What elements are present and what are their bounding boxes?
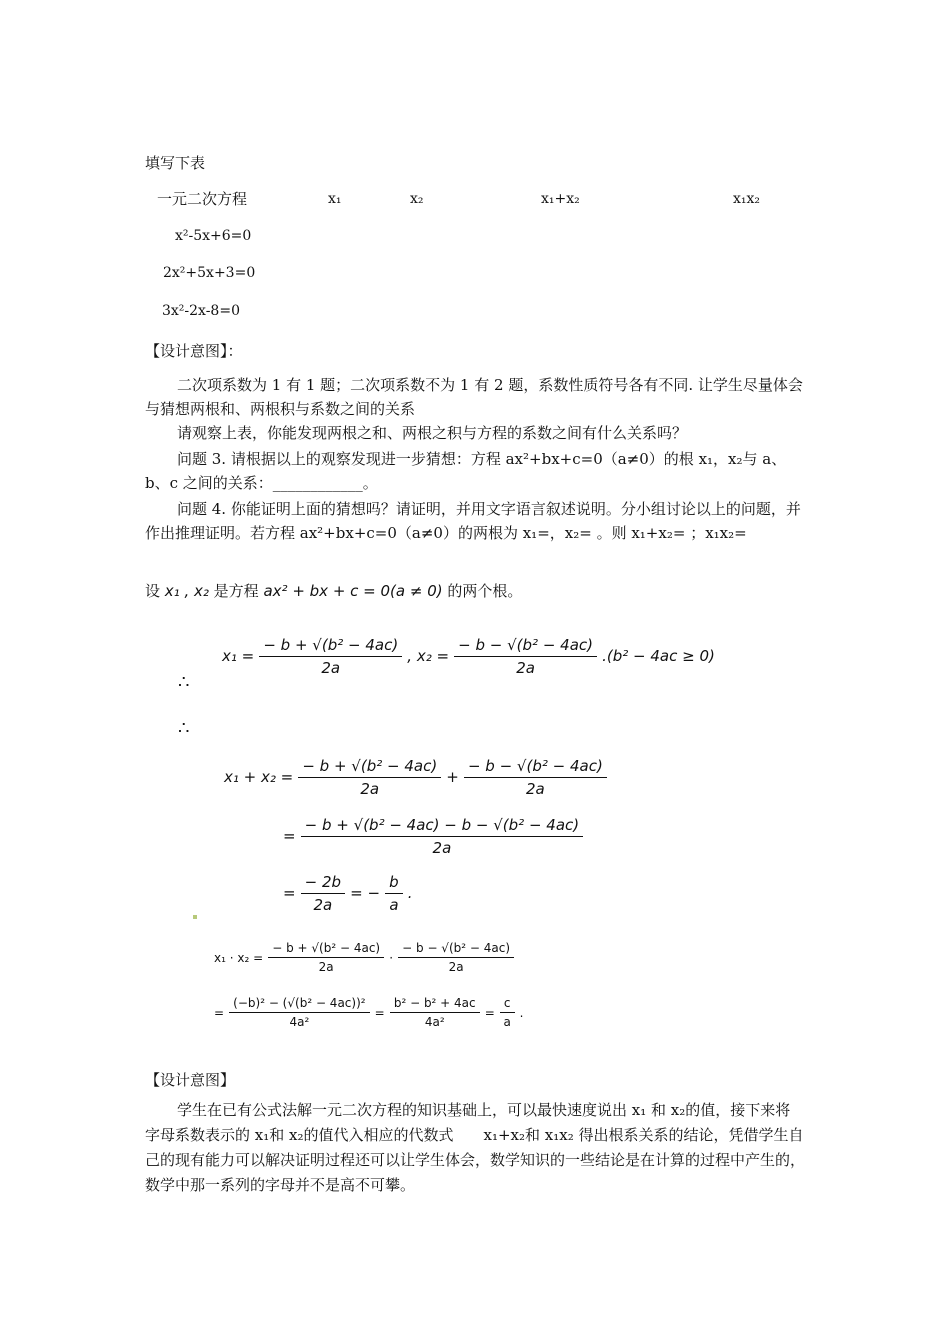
sum-fraction-5 bbox=[385, 873, 403, 914]
paragraph-1: 二次项系数为 1 有 1 题；二次项系数不为 1 有 2 题，系数性质符号各有不同. 让学生尽量体会与猜想两根和、两根积与系数之间的关系 bbox=[145, 376, 803, 418]
sum-den-2: 2a bbox=[526, 780, 545, 798]
let-prefix: 设 bbox=[145, 582, 161, 600]
design-intent-label: 【设计意图】： bbox=[145, 342, 243, 360]
product-num-2: − b − √(b² − 4ac) bbox=[398, 941, 514, 958]
paragraph-2: 请观察上表，你能发现两根之和、两根之积与方程的系数之间有什么关系吗？ bbox=[177, 424, 688, 442]
instruction-heading: 填写下表 bbox=[145, 154, 206, 172]
product-den-1: 2a bbox=[318, 960, 334, 974]
table-header-equation: 一元二次方程 bbox=[157, 190, 248, 208]
x1-fraction bbox=[259, 636, 402, 677]
sum-num-4: − 2b bbox=[301, 873, 345, 894]
therefore-symbol: ∴ bbox=[178, 672, 190, 693]
sum-fraction-4 bbox=[301, 873, 345, 914]
paragraph-4: 问题 4. 你能证明上面的猜想吗？请证明，并用文字语言叙述说明。分小组讨论以上的问题，并作出推理证明。若方程 ax²+bx+c=0（a≠0）的两根为 x₁=，x₂= 。则 x₁+x₂= ；x₁x₂= bbox=[145, 500, 801, 542]
x1-denominator: 2a bbox=[321, 659, 341, 677]
table-row: 2x²+5x+3=0 bbox=[163, 265, 256, 281]
x2-numerator: − b − √(b² − 4ac) bbox=[454, 636, 597, 657]
table-header-x1: x₁ bbox=[328, 191, 342, 207]
sum-den-4: 2a bbox=[313, 896, 333, 914]
product-fraction-3 bbox=[229, 996, 369, 1029]
product-num-5: c bbox=[500, 996, 515, 1013]
product-lhs: x₁ · x₂ = bbox=[214, 951, 264, 965]
product-fraction-4 bbox=[390, 996, 480, 1029]
sum-fraction-1 bbox=[298, 757, 441, 798]
x2-fraction bbox=[454, 636, 597, 677]
sum-line-3: = $\frac{- 2b}{2a}$ = − $\frac{b}{a}$ . bbox=[283, 873, 413, 914]
stray-mark bbox=[193, 915, 197, 919]
sum-line-2: = $\frac{\text{− b + √(b² − 4ac) − b − √(b² − 4ac)}}{2a}$ bbox=[283, 816, 583, 857]
product-den-5: a bbox=[503, 1015, 511, 1029]
product-fraction-1 bbox=[268, 941, 384, 974]
discriminant-condition: .(b² − 4ac ≥ 0) bbox=[602, 647, 715, 665]
product-den-4: 4a² bbox=[424, 1015, 445, 1029]
let-vars: x₁ , x₂ bbox=[164, 582, 209, 600]
sum-den-3: 2a bbox=[432, 839, 452, 857]
product-fraction-2 bbox=[398, 941, 514, 974]
let-statement bbox=[145, 580, 522, 601]
table-header-x2: x₂ bbox=[410, 191, 424, 207]
sum-num-5: b bbox=[385, 873, 403, 894]
product-line-1: x₁ · x₂ = $\frac{\text{− b + √(b² − 4ac)}}{2a}$ · $\frac{\text{− b − √(b² − 4ac)}}{2a}$ bbox=[214, 941, 514, 974]
paragraph-5: 学生在已有公式法解一元二次方程的知识基础上，可以最快速度说出 x₁ 和 x₂的值，接下来将字母系数表示的 x₁和 x₂的值代入相应的代数式 x₁+x₂和 x₁x₂ 得出根系关系的结论，凭借学生自己的现有能力可以解决证明过程还可以让学生体会，数学知识的一些结论是在计算的过程中产生的，数学中那一系列的字母并不是高不可攀。 bbox=[145, 1101, 806, 1194]
let-mid: 是方程 bbox=[213, 582, 259, 600]
table-row: x²-5x+6=0 bbox=[175, 228, 252, 244]
paragraph-3: 问题 3. 请根据以上的观察发现进一步猜想：方程 ax²+bx+c=0（a≠0）的根 x₁，x₂与 a、b、c 之间的关系：____________。 bbox=[145, 450, 787, 492]
sum-fraction-3 bbox=[301, 816, 583, 857]
table-row: 3x²-2x-8=0 bbox=[162, 303, 240, 319]
sum-num-1: − b + √(b² − 4ac) bbox=[298, 757, 441, 778]
product-den-3: 4a² bbox=[289, 1015, 310, 1029]
x2-lhs: , x₂ = bbox=[407, 647, 450, 665]
product-line-2: = $\frac{\text{(−b)² − (√(b² − 4ac))²}}{\text{4a²}}$ = $\frac{\text{b² − b² + 4ac}}{\text{4a²}}$ = $\frac{c}{a}$ . bbox=[214, 996, 524, 1029]
product-num-3: (−b)² − (√(b² − 4ac))² bbox=[229, 996, 369, 1013]
sum-num-3: − b + √(b² − 4ac) − b − √(b² − 4ac) bbox=[301, 816, 583, 837]
table-header-sum: x₁+x₂ bbox=[541, 191, 580, 207]
design-intent-label-2: 【设计意图】 bbox=[145, 1071, 236, 1089]
sum-num-2: − b − √(b² − 4ac) bbox=[464, 757, 607, 778]
product-num-4: b² − b² + 4ac bbox=[390, 996, 480, 1013]
root-formula bbox=[222, 636, 715, 677]
x1-numerator: − b + √(b² − 4ac) bbox=[259, 636, 402, 657]
sum-den-1: 2a bbox=[360, 780, 380, 798]
sum-fraction-2 bbox=[464, 757, 607, 798]
sum-den-5: a bbox=[389, 896, 399, 914]
product-num-1: − b + √(b² − 4ac) bbox=[268, 941, 384, 958]
let-suffix: 的两个根。 bbox=[447, 582, 523, 600]
product-den-2: 2a bbox=[448, 960, 464, 974]
let-equation: ax² + bx + c = 0(a ≠ 0) bbox=[263, 582, 443, 600]
therefore-symbol: ∴ bbox=[178, 718, 190, 739]
sum-lhs: x₁ + x₂ = bbox=[224, 768, 294, 786]
table-header-product: x₁x₂ bbox=[733, 191, 761, 207]
product-fraction-5 bbox=[500, 996, 515, 1029]
sum-line-1: x₁ + x₂ = $\frac{\text{− b + √(b² − 4ac)}}{2a}$ + $\frac{\text{− b − √(b² − 4ac)}}{2a}$ bbox=[224, 757, 607, 798]
x1-lhs: x₁ = bbox=[222, 647, 255, 665]
x2-denominator: 2a bbox=[516, 659, 535, 677]
